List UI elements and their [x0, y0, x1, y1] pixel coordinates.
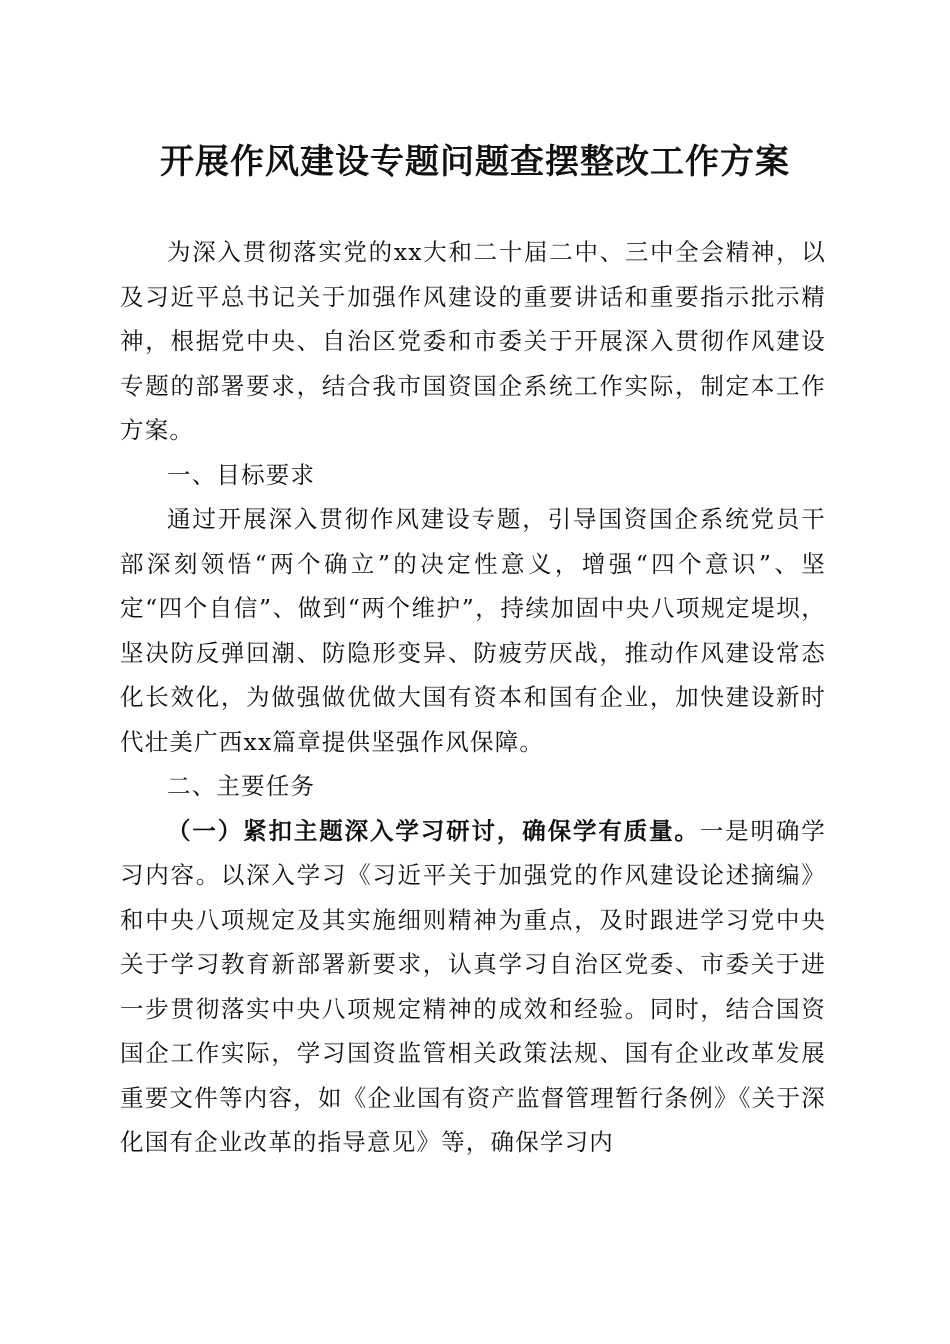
- intro-paragraph: 为深入贯彻落实党的xx大和二十届二中、三中全会精神，以及习近平总书记关于加强作风建设的重要讲话和重要指示批示精神，根据党中央、自治区党委和市委关于开展深入贯彻作风建设专题的部署要求，结合我市国资国企系统工作实际，制定本工作方案。: [120, 238, 826, 444]
- task-item-lead: （一）紧扣主题深入学习研讨，确保学有质量。: [167, 816, 700, 845]
- section-heading-tasks: 二、主要任务: [167, 772, 316, 800]
- tasks-paragraph: [120, 809, 826, 1165]
- document-body: [120, 230, 826, 1165]
- document-title: 开展作风建设专题问题查摆整改工作方案: [160, 142, 790, 182]
- task-item-body: 一是明确学习内容。以深入学习《习近平关于加强党的作风建设论述摘编》和中央八项规定及其实施细则精神为重点，及时跟进学习党中央关于学习教育新部署新要求，认真学习自治区党委、市委关于进一步贯彻落实中央八项规定精神的成效和经验。同时，结合国资国企工作实际，学习国资监管相关政策法规、国有企业改革发展重要文件等内容，如《企业国有资产监督管理暂行条例》《关于深化国有企业改革的指导意见》等，确保学习内: [120, 816, 826, 1156]
- goals-paragraph: 通过开展深入贯彻作风建设专题，引导国资国企系统党员干部深刻领悟“两个确立”的决定性意义，增强“四个意识”、坚定“四个自信”、做到“两个维护”，持续加固中央八项规定堤坝，坚决防反弹回潮、防隐形变异、防疲劳厌战，推动作风建设常态化长效化，为做强做优做大国有资本和国有企业，加快建设新时代壮美广西xx篇章提供坚强作风保障。: [120, 505, 826, 756]
- section-heading-goals: 一、目标要求: [167, 460, 316, 489]
